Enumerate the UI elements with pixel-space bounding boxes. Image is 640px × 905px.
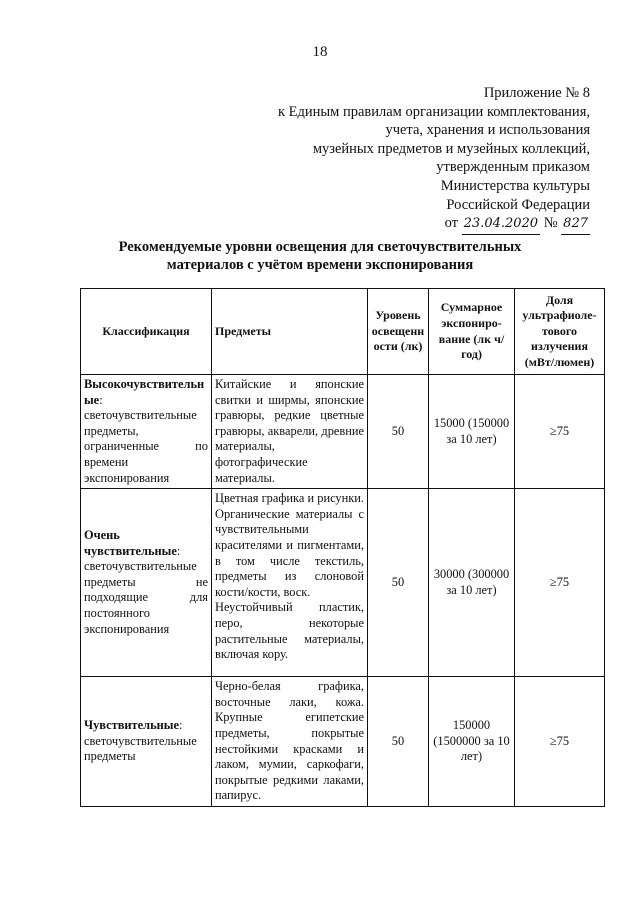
items-paragraph: Неустойчивый пластик, перо, некоторые растительные материалы, включая кору.: [215, 600, 364, 662]
lux-cell: 50: [368, 375, 429, 489]
title-line: материалов с учётом времени экспонирования: [166, 257, 474, 273]
appendix-line: музейных предметов и музейных коллекций,: [312, 140, 590, 157]
classification-description: : светочувствительные предметы, ограниченные по времени экспонирования: [84, 392, 208, 485]
lux-cell: 50: [368, 677, 429, 807]
number-prefix: №: [543, 215, 558, 232]
date-prefix: от: [444, 215, 459, 232]
title-line: Рекомендуемые уровни освещения для светочувствительных: [118, 239, 522, 255]
lighting-levels-table: [80, 288, 605, 807]
header-items: Предметы: [212, 289, 368, 375]
exposure-cell: 15000 (150000 за 10 лет): [429, 375, 515, 489]
order-date-line: [278, 214, 590, 235]
table-row: [81, 677, 605, 807]
table-header-row: [81, 289, 605, 375]
appendix-line: Министерства культуры: [440, 177, 590, 194]
header-uv: Доля ультрафиоле-тового излучения (мВт/люмен): [515, 289, 605, 375]
handwritten-number: 827: [561, 215, 590, 235]
classification-cell: [81, 375, 212, 489]
items-cell: Китайские и японские свитки и ширмы, японские гравюры, редкие цветные гравюры, акварели, древние материалы, фотографические материалы.: [212, 375, 368, 489]
header-exposure: Суммарное экспониро-вание (лк ч/год): [429, 289, 515, 375]
items-paragraph: Цветная графика и рисунки. Органические материалы с чувствительными красителями и пигментами, в том числе текстиль, предметы из слоновой кости/кости, воск.: [215, 491, 364, 599]
appendix-header: [278, 84, 590, 235]
exposure-cell: 150000 (1500000 за 10 лет): [429, 677, 515, 807]
classification-description: : светочувствительные предметы: [84, 718, 197, 764]
exposure-cell: 30000 (300000 за 10 лет): [429, 489, 515, 677]
uv-cell: ≥75: [515, 489, 605, 677]
classification-description: : светочувствительные предметы не подходящие для постоянного экспонирования: [84, 543, 208, 636]
classification-name: Очень чувствительные: [84, 528, 177, 558]
classification-cell: [81, 489, 212, 677]
lux-cell: 50: [368, 489, 429, 677]
appendix-line: Российской Федерации: [446, 196, 590, 213]
table-row: [81, 375, 605, 489]
page-number: 18: [312, 44, 328, 60]
table-row: [81, 489, 605, 677]
header-lux: Уровень освещенн ости (лк): [368, 289, 429, 375]
classification-name: Чувствительные: [84, 718, 179, 733]
header-classification: Классификация: [81, 289, 212, 375]
document-title: [0, 238, 640, 274]
appendix-line: учета, хранения и использования: [385, 122, 590, 139]
classification-cell: [81, 677, 212, 807]
handwritten-date: 23.04.2020: [462, 215, 540, 235]
appendix-line: утвержденным приказом: [436, 159, 590, 176]
appendix-line: Приложение № 8: [483, 85, 590, 101]
appendix-line: к Единым правилам организации комплектования,: [277, 103, 590, 120]
items-cell: [212, 489, 368, 677]
classification-name: Высокочувствительные: [84, 377, 205, 407]
items-cell: Черно-белая графика, восточные лаки, кожа. Крупные египетские предметы, покрытые нестойкими красками и лаком, мумии, саркофаги, покрытые редкими лаками, папирус.: [212, 677, 368, 807]
uv-cell: ≥75: [515, 375, 605, 489]
uv-cell: ≥75: [515, 677, 605, 807]
